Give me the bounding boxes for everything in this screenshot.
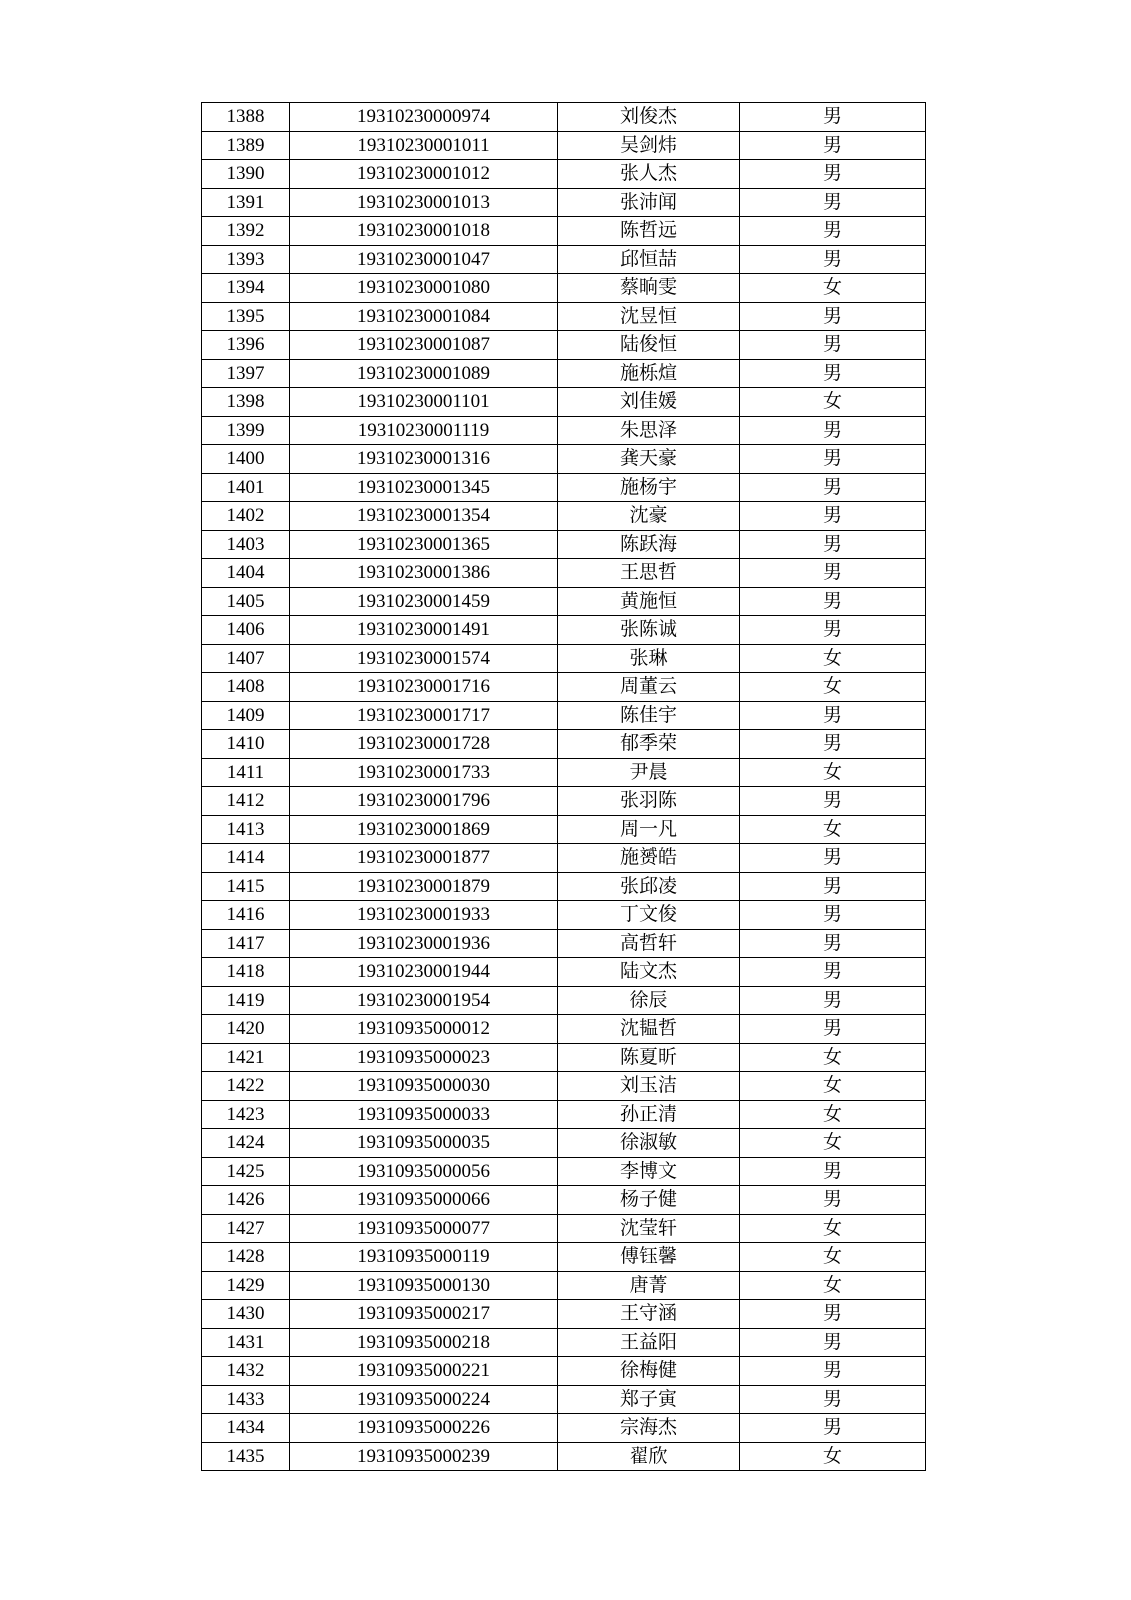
sequence-number-cell: 1391 <box>202 188 290 217</box>
gender-cell: 女 <box>740 815 926 844</box>
candidate-id-cell: 19310230001869 <box>290 815 558 844</box>
candidate-id-cell: 19310230001119 <box>290 416 558 445</box>
candidate-id-cell: 19310230001877 <box>290 844 558 873</box>
name-cell: 吴剑炜 <box>558 131 740 160</box>
sequence-number-cell: 1413 <box>202 815 290 844</box>
candidate-id-cell: 19310935000012 <box>290 1015 558 1044</box>
sequence-number-cell: 1407 <box>202 644 290 673</box>
table-row <box>202 359 926 388</box>
sequence-number-cell: 1390 <box>202 160 290 189</box>
gender-cell: 男 <box>740 1300 926 1329</box>
sequence-number-cell: 1414 <box>202 844 290 873</box>
table-row <box>202 1157 926 1186</box>
name-cell: 沈莹轩 <box>558 1214 740 1243</box>
gender-cell: 男 <box>740 929 926 958</box>
sequence-number-cell: 1415 <box>202 872 290 901</box>
name-cell: 张沛闻 <box>558 188 740 217</box>
name-cell: 张琳 <box>558 644 740 673</box>
table-row <box>202 131 926 160</box>
candidate-id-cell: 19310230001386 <box>290 559 558 588</box>
table-row <box>202 1243 926 1272</box>
name-cell: 陆文杰 <box>558 958 740 987</box>
name-cell: 陆俊恒 <box>558 331 740 360</box>
gender-cell: 女 <box>740 644 926 673</box>
gender-cell: 女 <box>740 758 926 787</box>
table-row <box>202 530 926 559</box>
sequence-number-cell: 1408 <box>202 673 290 702</box>
name-cell: 王思哲 <box>558 559 740 588</box>
table-row <box>202 1100 926 1129</box>
gender-cell: 男 <box>740 502 926 531</box>
gender-cell: 男 <box>740 103 926 132</box>
name-cell: 王守涵 <box>558 1300 740 1329</box>
name-cell: 刘佳媛 <box>558 388 740 417</box>
gender-cell: 男 <box>740 1186 926 1215</box>
table-row <box>202 929 926 958</box>
table-row <box>202 1186 926 1215</box>
table-row <box>202 1385 926 1414</box>
sequence-number-cell: 1399 <box>202 416 290 445</box>
candidate-id-cell: 19310230001936 <box>290 929 558 958</box>
gender-cell: 女 <box>740 1243 926 1272</box>
name-cell: 孙正清 <box>558 1100 740 1129</box>
sequence-number-cell: 1410 <box>202 730 290 759</box>
gender-cell: 女 <box>740 388 926 417</box>
sequence-number-cell: 1395 <box>202 302 290 331</box>
name-cell: 沈韫哲 <box>558 1015 740 1044</box>
name-cell: 朱思泽 <box>558 416 740 445</box>
gender-cell: 男 <box>740 616 926 645</box>
table-row <box>202 815 926 844</box>
candidate-id-cell: 19310230001574 <box>290 644 558 673</box>
name-cell: 张人杰 <box>558 160 740 189</box>
name-cell: 陈夏昕 <box>558 1043 740 1072</box>
candidate-id-cell: 19310230001316 <box>290 445 558 474</box>
candidate-id-cell: 19310230001728 <box>290 730 558 759</box>
candidate-id-cell: 19310935000023 <box>290 1043 558 1072</box>
sequence-number-cell: 1429 <box>202 1271 290 1300</box>
sequence-number-cell: 1424 <box>202 1129 290 1158</box>
name-cell: 郑子寅 <box>558 1385 740 1414</box>
candidate-id-cell: 19310935000130 <box>290 1271 558 1300</box>
table-row <box>202 616 926 645</box>
table-row <box>202 1015 926 1044</box>
name-cell: 杨子健 <box>558 1186 740 1215</box>
candidate-id-cell: 19310230001080 <box>290 274 558 303</box>
sequence-number-cell: 1416 <box>202 901 290 930</box>
name-cell: 丁文俊 <box>558 901 740 930</box>
gender-cell: 男 <box>740 245 926 274</box>
sequence-number-cell: 1411 <box>202 758 290 787</box>
candidate-id-cell: 19310935000239 <box>290 1442 558 1471</box>
table-row <box>202 844 926 873</box>
name-cell: 黄施恒 <box>558 587 740 616</box>
table-row <box>202 445 926 474</box>
candidate-id-cell: 19310230001879 <box>290 872 558 901</box>
sequence-number-cell: 1401 <box>202 473 290 502</box>
gender-cell: 男 <box>740 844 926 873</box>
candidate-id-cell: 19310230001047 <box>290 245 558 274</box>
name-cell: 张羽陈 <box>558 787 740 816</box>
name-cell: 陈哲远 <box>558 217 740 246</box>
sequence-number-cell: 1431 <box>202 1328 290 1357</box>
name-cell: 周一凡 <box>558 815 740 844</box>
name-cell: 李博文 <box>558 1157 740 1186</box>
name-cell: 唐菁 <box>558 1271 740 1300</box>
sequence-number-cell: 1425 <box>202 1157 290 1186</box>
table-row <box>202 1271 926 1300</box>
candidate-id-cell: 19310935000119 <box>290 1243 558 1272</box>
candidate-id-cell: 19310230001933 <box>290 901 558 930</box>
table-row <box>202 644 926 673</box>
table-row <box>202 1442 926 1471</box>
name-cell: 施赟皓 <box>558 844 740 873</box>
name-cell: 施杨宇 <box>558 473 740 502</box>
gender-cell: 女 <box>740 1072 926 1101</box>
candidate-id-cell: 19310230001011 <box>290 131 558 160</box>
candidate-id-cell: 19310230001012 <box>290 160 558 189</box>
candidate-id-cell: 19310230001717 <box>290 701 558 730</box>
name-cell: 宗海杰 <box>558 1414 740 1443</box>
table-row <box>202 1357 926 1386</box>
candidate-id-cell: 19310935000056 <box>290 1157 558 1186</box>
sequence-number-cell: 1432 <box>202 1357 290 1386</box>
candidate-id-cell: 19310230001087 <box>290 331 558 360</box>
name-cell: 施栎煊 <box>558 359 740 388</box>
gender-cell: 男 <box>740 188 926 217</box>
sequence-number-cell: 1402 <box>202 502 290 531</box>
gender-cell: 女 <box>740 1214 926 1243</box>
sequence-number-cell: 1433 <box>202 1385 290 1414</box>
gender-cell: 男 <box>740 530 926 559</box>
candidate-id-cell: 19310935000066 <box>290 1186 558 1215</box>
name-cell: 张陈诚 <box>558 616 740 645</box>
table-row <box>202 673 926 702</box>
gender-cell: 男 <box>740 587 926 616</box>
table-row <box>202 1300 926 1329</box>
table-row <box>202 245 926 274</box>
table-row <box>202 188 926 217</box>
name-cell: 徐辰 <box>558 986 740 1015</box>
gender-cell: 女 <box>740 1129 926 1158</box>
sequence-number-cell: 1427 <box>202 1214 290 1243</box>
sequence-number-cell: 1404 <box>202 559 290 588</box>
sequence-number-cell: 1430 <box>202 1300 290 1329</box>
candidate-id-cell: 19310935000224 <box>290 1385 558 1414</box>
roster-table-body <box>202 103 926 1471</box>
table-row <box>202 331 926 360</box>
name-cell: 陈佳宇 <box>558 701 740 730</box>
name-cell: 傅钰馨 <box>558 1243 740 1272</box>
name-cell: 尹晨 <box>558 758 740 787</box>
gender-cell: 男 <box>740 331 926 360</box>
table-row <box>202 1072 926 1101</box>
sequence-number-cell: 1417 <box>202 929 290 958</box>
name-cell: 徐淑敏 <box>558 1129 740 1158</box>
sequence-number-cell: 1426 <box>202 1186 290 1215</box>
table-row <box>202 217 926 246</box>
table-row <box>202 1328 926 1357</box>
candidate-id-cell: 19310230001796 <box>290 787 558 816</box>
name-cell: 张邱凌 <box>558 872 740 901</box>
candidate-id-cell: 19310935000033 <box>290 1100 558 1129</box>
table-row <box>202 160 926 189</box>
name-cell: 沈豪 <box>558 502 740 531</box>
name-cell: 翟欣 <box>558 1442 740 1471</box>
gender-cell: 男 <box>740 986 926 1015</box>
name-cell: 龚天豪 <box>558 445 740 474</box>
table-row <box>202 502 926 531</box>
candidate-id-cell: 19310230001491 <box>290 616 558 645</box>
sequence-number-cell: 1405 <box>202 587 290 616</box>
gender-cell: 男 <box>740 1157 926 1186</box>
gender-cell: 男 <box>740 1328 926 1357</box>
gender-cell: 女 <box>740 673 926 702</box>
gender-cell: 男 <box>740 217 926 246</box>
table-row <box>202 587 926 616</box>
candidate-id-cell: 19310230001084 <box>290 302 558 331</box>
sequence-number-cell: 1392 <box>202 217 290 246</box>
candidate-id-cell: 19310230001089 <box>290 359 558 388</box>
candidate-id-cell: 19310230000974 <box>290 103 558 132</box>
name-cell: 沈昱恒 <box>558 302 740 331</box>
table-row <box>202 730 926 759</box>
candidate-id-cell: 19310230001018 <box>290 217 558 246</box>
candidate-id-cell: 19310935000077 <box>290 1214 558 1243</box>
table-row <box>202 302 926 331</box>
table-row <box>202 901 926 930</box>
sequence-number-cell: 1389 <box>202 131 290 160</box>
table-row <box>202 416 926 445</box>
gender-cell: 女 <box>740 1271 926 1300</box>
candidate-id-cell: 19310935000226 <box>290 1414 558 1443</box>
candidate-id-cell: 19310935000221 <box>290 1357 558 1386</box>
gender-cell: 男 <box>740 359 926 388</box>
sequence-number-cell: 1418 <box>202 958 290 987</box>
table-row <box>202 701 926 730</box>
table-row <box>202 1129 926 1158</box>
name-cell: 高哲轩 <box>558 929 740 958</box>
candidate-id-cell: 19310935000218 <box>290 1328 558 1357</box>
gender-cell: 男 <box>740 1015 926 1044</box>
gender-cell: 男 <box>740 160 926 189</box>
table-row <box>202 872 926 901</box>
name-cell: 徐梅健 <box>558 1357 740 1386</box>
candidate-id-cell: 19310230001733 <box>290 758 558 787</box>
sequence-number-cell: 1421 <box>202 1043 290 1072</box>
candidate-id-cell: 19310935000035 <box>290 1129 558 1158</box>
table-row <box>202 787 926 816</box>
table-row <box>202 1043 926 1072</box>
candidate-id-cell: 19310230001101 <box>290 388 558 417</box>
sequence-number-cell: 1394 <box>202 274 290 303</box>
sequence-number-cell: 1434 <box>202 1414 290 1443</box>
table-row <box>202 274 926 303</box>
name-cell: 刘俊杰 <box>558 103 740 132</box>
table-row <box>202 103 926 132</box>
sequence-number-cell: 1409 <box>202 701 290 730</box>
gender-cell: 男 <box>740 958 926 987</box>
gender-cell: 男 <box>740 559 926 588</box>
candidate-id-cell: 19310230001345 <box>290 473 558 502</box>
name-cell: 蔡晌雯 <box>558 274 740 303</box>
gender-cell: 男 <box>740 473 926 502</box>
candidate-id-cell: 19310230001954 <box>290 986 558 1015</box>
table-row <box>202 473 926 502</box>
gender-cell: 男 <box>740 730 926 759</box>
name-cell: 王益阳 <box>558 1328 740 1357</box>
sequence-number-cell: 1435 <box>202 1442 290 1471</box>
sequence-number-cell: 1412 <box>202 787 290 816</box>
gender-cell: 女 <box>740 274 926 303</box>
sequence-number-cell: 1419 <box>202 986 290 1015</box>
gender-cell: 男 <box>740 1385 926 1414</box>
gender-cell: 男 <box>740 131 926 160</box>
sequence-number-cell: 1398 <box>202 388 290 417</box>
name-cell: 邱恒喆 <box>558 245 740 274</box>
name-cell: 陈跃海 <box>558 530 740 559</box>
candidate-id-cell: 19310230001716 <box>290 673 558 702</box>
table-row <box>202 986 926 1015</box>
table-row <box>202 758 926 787</box>
sequence-number-cell: 1397 <box>202 359 290 388</box>
roster-table <box>201 102 926 1471</box>
table-row <box>202 1414 926 1443</box>
table-row <box>202 559 926 588</box>
gender-cell: 男 <box>740 416 926 445</box>
gender-cell: 男 <box>740 1357 926 1386</box>
sequence-number-cell: 1400 <box>202 445 290 474</box>
gender-cell: 男 <box>740 1414 926 1443</box>
gender-cell: 男 <box>740 872 926 901</box>
sequence-number-cell: 1422 <box>202 1072 290 1101</box>
sequence-number-cell: 1423 <box>202 1100 290 1129</box>
candidate-id-cell: 19310230001459 <box>290 587 558 616</box>
gender-cell: 女 <box>740 1442 926 1471</box>
sequence-number-cell: 1406 <box>202 616 290 645</box>
name-cell: 周董云 <box>558 673 740 702</box>
candidate-id-cell: 19310230001354 <box>290 502 558 531</box>
gender-cell: 男 <box>740 445 926 474</box>
gender-cell: 女 <box>740 1100 926 1129</box>
name-cell: 刘玉洁 <box>558 1072 740 1101</box>
gender-cell: 男 <box>740 901 926 930</box>
sequence-number-cell: 1396 <box>202 331 290 360</box>
candidate-id-cell: 19310935000030 <box>290 1072 558 1101</box>
table-row <box>202 1214 926 1243</box>
sequence-number-cell: 1420 <box>202 1015 290 1044</box>
name-cell: 郁季荣 <box>558 730 740 759</box>
gender-cell: 男 <box>740 701 926 730</box>
candidate-id-cell: 19310230001013 <box>290 188 558 217</box>
sequence-number-cell: 1403 <box>202 530 290 559</box>
sequence-number-cell: 1428 <box>202 1243 290 1272</box>
table-row <box>202 388 926 417</box>
candidate-id-cell: 19310230001944 <box>290 958 558 987</box>
sequence-number-cell: 1388 <box>202 103 290 132</box>
table-row <box>202 958 926 987</box>
sequence-number-cell: 1393 <box>202 245 290 274</box>
gender-cell: 男 <box>740 302 926 331</box>
gender-cell: 女 <box>740 1043 926 1072</box>
gender-cell: 男 <box>740 787 926 816</box>
candidate-id-cell: 19310230001365 <box>290 530 558 559</box>
candidate-id-cell: 19310935000217 <box>290 1300 558 1329</box>
